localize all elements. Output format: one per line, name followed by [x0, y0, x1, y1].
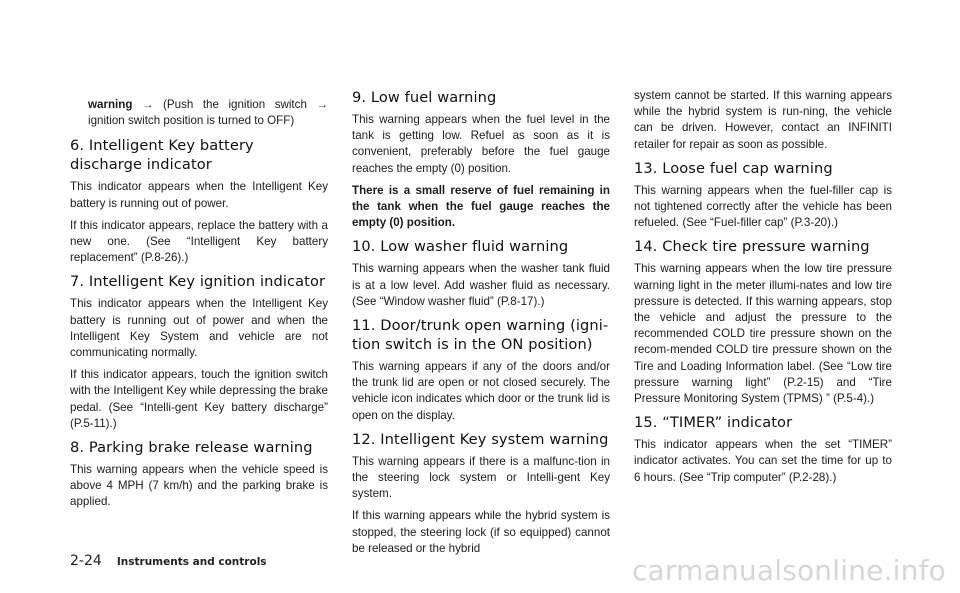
section-8-para-1: This warning appears when the vehicle speed is above 4 MPH (7 km/h) and the parking brake is applied. — [70, 463, 328, 509]
section-9-para-1: This warning appears when the fuel level in the tank is getting low. Refuel as soon as it is convenient, preferably before the fuel gauge reaches the empty (0) position. — [352, 113, 610, 175]
section-14 — [634, 237, 892, 407]
page-number: 2-24 — [70, 553, 102, 569]
continued-paragraph: system cannot be started. If this warning appears while the hybrid system is run-ning, the vehicle can be driven. However, contact an INFINITI retailer for repair as soon as possible. — [634, 89, 892, 151]
section-9-para-2: There is a small reserve of fuel remaining in the tank when the fuel gauge reaches the empty (0) position. — [352, 183, 610, 230]
continuation-bold: warning — [88, 98, 133, 111]
section-10-title: 10. Low washer fluid warning — [352, 238, 569, 256]
watermark: carmanualsonline.info — [631, 554, 946, 587]
section-12-para-1: This warning appears if there is a malfunc-tion in the steering lock system or Intelli-gent Key system. — [352, 454, 610, 501]
section-10-para-1: This warning appears when the washer tank fluid is at a low level. Add washer fluid as necessary. (See “Window washer fluid” (P.8-17).) — [352, 262, 610, 308]
section-7-title: 7. Intelligent Key ignition indicator — [70, 273, 326, 291]
section-12 — [352, 430, 610, 557]
section-7-para-1: This indicator appears when the Intelligent Key battery is running out of power and when the Intelligent Key System and vehicle are not communicating normally. — [70, 297, 328, 360]
section-12-title: 12. Intelligent Key system warning — [352, 430, 609, 448]
section-11 — [352, 316, 610, 424]
section-10 — [352, 237, 610, 310]
section-14-para-1: This warning appears when the low tire pressure warning light in the meter illumi-nates and low tire pressure is detected. If this warning appears, stop the vehicle and adjust the pressure to the recommended COLD tire pressure shown on the recom-mended COLD tire pressure shown on the Tire and Loading Information label. (See “Low tire pressure warning light” (P.2-15) and “Tire Pressure Monitoring System (TPMS) ” (P.5-4).) — [634, 262, 892, 406]
section-13-para-1: This warning appears when the fuel-filler cap is not tightened correctly after the vehicle has been refueled. (See “Fuel-filler cap” (P.3-20).) — [634, 183, 892, 230]
section-12-para-2: If this warning appears while the hybrid system is stopped, the steering lock (if so equipped) cannot be released or the hybrid — [352, 509, 610, 555]
section-6-para-2: If this indicator appears, replace the battery with a new one. (See “Intelligent Key battery replacement” (P.8-26).) — [70, 218, 328, 265]
section-9 — [352, 88, 610, 231]
column-3 — [634, 88, 892, 492]
section-13 — [634, 159, 892, 232]
section-15-title: 15. “TIMER” indicator — [634, 414, 793, 432]
section-15-para-1: This indicator appears when the set “TIMER” indicator activates. You can set the time for up to 6 hours. (See “Trip computer” (P.2-28).) — [634, 438, 892, 484]
continuation-rest: → (Push the ignition switch → ignition switch position is turned to OFF) — [88, 98, 328, 128]
section-8-title: 8. Parking brake release warning — [70, 439, 313, 457]
section-11-para-1: This warning appears if any of the doors and/or the trunk lid are open or not closed securely. The vehicle icon indicates which door or the trunk lid is open on the display. — [352, 360, 610, 422]
section-6 — [70, 136, 328, 266]
section-13-title: 13. Loose fuel cap warning — [634, 159, 833, 177]
section-6-title: 6. Intelligent Key battery discharge indicator — [70, 137, 254, 174]
section-15 — [634, 413, 892, 486]
footer-section-title: Instruments and controls — [116, 556, 267, 568]
section-9-title: 9. Low fuel warning — [352, 89, 497, 106]
section-7 — [70, 272, 328, 432]
page-footer — [70, 550, 267, 569]
section-8 — [70, 438, 328, 511]
section-6-para-1: This indicator appears when the Intelligent Key battery is running out of power. — [70, 180, 328, 210]
column-1 — [70, 97, 328, 517]
section-7-para-2: If this indicator appears, touch the ignition switch with the Intelligent Key while depressing the brake pedal. (See “Intelli-gent Key battery discharge” (P.5-11).) — [70, 368, 328, 430]
section-14-title: 14. Check tire pressure warning — [634, 238, 870, 256]
section-11-title: 11. Door/trunk open warning (igni-tion switch is in the ON position) — [352, 317, 609, 354]
continuation-text — [88, 97, 328, 129]
column-2 — [352, 88, 610, 563]
